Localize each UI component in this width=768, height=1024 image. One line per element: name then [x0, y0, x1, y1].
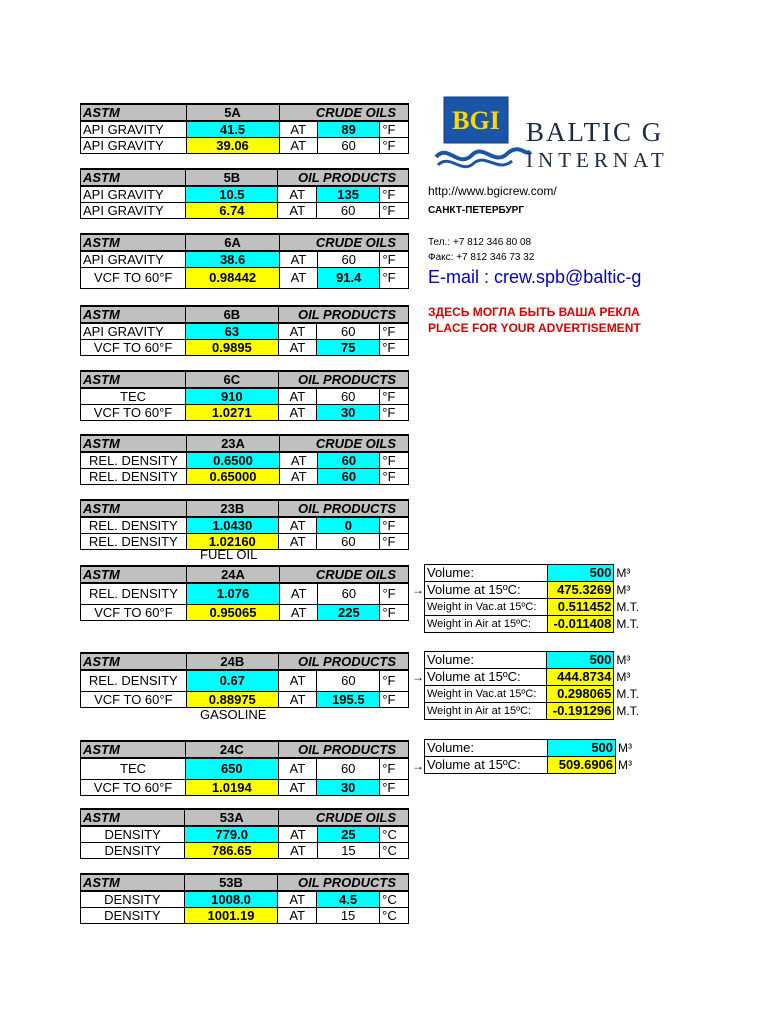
weight-air-label: Weight in Air at 15ºC: — [425, 616, 548, 633]
at-label: AT — [279, 826, 317, 843]
table-24b — [80, 652, 409, 708]
arrow-right-icon: → — [412, 583, 424, 597]
table-code: 5A — [186, 104, 279, 121]
at-label: AT — [278, 186, 317, 203]
row-label: TEC — [81, 388, 186, 405]
result-value: 786.65 — [185, 843, 279, 859]
row-label: API GRAVITY — [81, 203, 186, 219]
unit-m3: M³ — [618, 758, 633, 772]
input-value[interactable]: 63 — [186, 323, 278, 340]
input-value[interactable]: 779.0 — [185, 826, 279, 843]
ref-temp: 60 — [317, 534, 380, 550]
at-label: AT — [279, 121, 317, 138]
table-code: 23B — [186, 500, 278, 517]
weight-vac-value: 0.298065 — [547, 686, 614, 703]
table-type: CRUDE OILS — [279, 234, 408, 251]
unit-label: °F — [380, 138, 409, 154]
volume-15c-value: 444.8734 — [547, 669, 614, 686]
astm-label: ASTM — [81, 809, 185, 826]
city-label: САНКТ-ПЕТЕРБУРГ — [428, 205, 525, 216]
unit-label: °F — [380, 452, 409, 469]
row-label: VCF TO 60°F — [81, 405, 186, 421]
table-code: 24A — [186, 566, 279, 583]
at-label: AT — [280, 469, 318, 485]
ref-temp: 15 — [316, 908, 379, 924]
at-label: AT — [278, 340, 317, 356]
astm-label: ASTM — [81, 741, 186, 758]
result-value: 6.74 — [186, 203, 278, 219]
unit-label: °F — [380, 251, 409, 268]
unit-label: °F — [380, 469, 409, 485]
unit-mt: M.T. — [616, 600, 639, 614]
astm-label: ASTM — [81, 104, 187, 121]
weight-vac-value: 0.511452 — [547, 599, 614, 616]
table-6c — [80, 370, 409, 421]
ref-temp: 60 — [318, 251, 380, 268]
unit-mt: M.T. — [616, 617, 639, 631]
table-code: 23A — [186, 435, 279, 452]
at-label: AT — [280, 452, 318, 469]
result-value: 1.02160 — [186, 534, 278, 550]
note-fuel-oil: FUEL OIL — [200, 547, 258, 562]
ref-temp: 15 — [317, 843, 380, 859]
row-label: REL. DENSITY — [81, 583, 187, 605]
weight-air-label: Weight in Air at 15ºC: — [425, 703, 547, 720]
volume-table-24a — [424, 564, 642, 633]
at-label: AT — [278, 323, 317, 340]
volume-input[interactable]: 500 — [548, 740, 616, 757]
advert-ru: ЗДЕСЬ МОГЛА БЫТЬ ВАША РЕКЛА — [428, 305, 640, 319]
ref-temp: 60 — [317, 758, 380, 780]
fax-label: Факс: +7 812 346 73 32 — [428, 252, 535, 263]
unit-m3: M³ — [616, 583, 631, 597]
input-temp[interactable]: 30 — [317, 405, 380, 421]
logo-line-2: INTERNAT — [526, 148, 669, 172]
input-temp[interactable]: 135 — [316, 186, 379, 203]
input-value[interactable]: 38.6 — [186, 251, 280, 268]
table-53a — [80, 808, 409, 859]
at-label: AT — [278, 388, 317, 405]
table-code: 53B — [184, 874, 278, 891]
table-24c — [80, 740, 409, 796]
at-label: AT — [279, 251, 317, 268]
row-label: API GRAVITY — [81, 323, 186, 340]
table-type: OIL PRODUCTS — [278, 741, 408, 758]
unit-label: °F — [380, 340, 409, 356]
table-type: CRUDE OILS — [280, 435, 409, 452]
table-6a — [80, 233, 409, 289]
astm-label: ASTM — [81, 371, 186, 388]
at-label: AT — [278, 534, 317, 550]
result-value: 1.0271 — [186, 405, 279, 421]
result-value: 1.0194 — [186, 780, 279, 796]
row-label: API GRAVITY — [81, 121, 187, 138]
row-label: DENSITY — [81, 891, 185, 908]
unit-m3: M³ — [616, 653, 631, 667]
unit-mt: M.T. — [616, 704, 639, 718]
volume-label: Volume: — [425, 740, 548, 757]
at-label: AT — [279, 268, 317, 289]
table-code: 5B — [186, 169, 278, 186]
table-23b — [80, 499, 409, 550]
input-temp[interactable]: 0 — [317, 517, 380, 534]
unit-mt: M.T. — [616, 687, 639, 701]
unit-m3: M³ — [618, 741, 633, 755]
input-value[interactable]: 41.5 — [186, 121, 279, 138]
unit-label: °C — [380, 843, 409, 859]
row-label: REL. DENSITY — [81, 670, 187, 692]
astm-label: ASTM — [81, 653, 187, 670]
row-label: VCF TO 60°F — [81, 605, 187, 621]
row-label: DENSITY — [81, 908, 185, 924]
table-type: OIL PRODUCTS — [278, 169, 409, 186]
at-label: AT — [279, 843, 317, 859]
result-value: 0.9895 — [186, 340, 278, 356]
weight-vac-label: Weight in Vac.at 15ºC: — [425, 599, 548, 616]
ref-temp: 60 — [317, 138, 379, 154]
table-type: OIL PRODUCTS — [278, 874, 409, 891]
at-label: AT — [278, 405, 317, 421]
row-label: REL. DENSITY — [81, 534, 187, 550]
volume-table-24b — [424, 651, 642, 720]
volume-15c-value: 509.6906 — [548, 757, 616, 774]
input-temp[interactable]: 91.4 — [318, 268, 380, 289]
bgi-logo-graphic — [434, 95, 768, 175]
row-label: REL. DENSITY — [81, 469, 187, 485]
input-temp[interactable]: 4.5 — [316, 891, 379, 908]
arrow-right-icon: → — [412, 759, 424, 773]
unit-label: °F — [380, 203, 409, 219]
ref-temp: 60 — [317, 388, 380, 405]
input-temp[interactable]: 195.5 — [317, 692, 380, 708]
result-value: 0.88975 — [186, 692, 278, 708]
table-type: CRUDE OILS — [279, 104, 409, 121]
unit-label: °F — [380, 780, 409, 796]
input-value[interactable]: 1.0430 — [186, 517, 278, 534]
unit-label: °F — [380, 670, 409, 692]
result-value: 1001.19 — [184, 908, 278, 924]
unit-label: °F — [380, 186, 409, 203]
table-24a — [80, 565, 409, 621]
unit-label: °C — [380, 891, 409, 908]
table-code: 6A — [186, 234, 280, 251]
input-value[interactable]: 0.67 — [186, 670, 278, 692]
at-label: AT — [278, 670, 316, 692]
table-type: CRUDE OILS — [280, 566, 409, 583]
unit-label: °F — [380, 121, 409, 138]
at-label: AT — [278, 517, 317, 534]
table-type: CRUDE OILS — [279, 809, 409, 826]
at-label: AT — [278, 758, 317, 780]
bgi-logo — [434, 95, 768, 175]
result-value: 0.95065 — [186, 605, 279, 621]
input-value[interactable]: 10.5 — [186, 186, 278, 203]
unit-label: °F — [380, 534, 409, 550]
row-label: TEC — [81, 758, 186, 780]
row-label: VCF TO 60°F — [81, 268, 186, 289]
table-5a — [80, 103, 409, 154]
email-link[interactable]: E-mail : crew.spb@baltic-g — [428, 267, 642, 287]
result-value: 39.06 — [186, 138, 279, 154]
astm-label: ASTM — [81, 234, 186, 251]
table-6b — [80, 305, 409, 356]
volume-15c-label: Volume at 15ºC: — [425, 582, 548, 599]
table-type: OIL PRODUCTS — [278, 306, 408, 323]
unit-m3: M³ — [616, 670, 631, 684]
row-label: VCF TO 60°F — [81, 692, 187, 708]
input-temp[interactable]: 225 — [318, 605, 380, 621]
table-type: OIL PRODUCTS — [278, 653, 408, 670]
unit-label: °F — [380, 323, 409, 340]
logo-line-1: BALTIC G — [526, 117, 664, 147]
at-label: AT — [280, 583, 318, 605]
table-type: OIL PRODUCTS — [278, 500, 408, 517]
input-temp[interactable]: 75 — [317, 340, 380, 356]
input-temp[interactable]: 30 — [317, 780, 380, 796]
volume-table-24c — [424, 739, 642, 774]
advert-en: PLACE FOR YOUR ADVERTISEMENT — [428, 321, 641, 335]
astm-label: ASTM — [81, 306, 186, 323]
unit-label: °F — [380, 405, 409, 421]
input-temp[interactable]: 60 — [318, 452, 380, 469]
row-label: DENSITY — [81, 826, 185, 843]
row-label: REL. DENSITY — [81, 452, 187, 469]
row-label: VCF TO 60°F — [81, 780, 186, 796]
row-label: VCF TO 60°F — [81, 340, 186, 356]
astm-label: ASTM — [81, 169, 186, 186]
row-label: API GRAVITY — [81, 138, 187, 154]
result-value: 0.65000 — [186, 469, 279, 485]
table-type: OIL PRODUCTS — [278, 371, 408, 388]
volume-label: Volume: — [425, 652, 547, 669]
astm-label: ASTM — [81, 566, 187, 583]
at-label: AT — [280, 605, 318, 621]
unit-m3: M³ — [616, 566, 631, 580]
weight-air-value: -0.011408 — [547, 616, 614, 633]
input-temp[interactable]: 89 — [317, 121, 379, 138]
unit-label: °F — [380, 517, 409, 534]
ref-temp: 60 — [318, 583, 380, 605]
unit-label: °C — [380, 826, 409, 843]
volume-label: Volume: — [425, 565, 548, 582]
row-label: DENSITY — [81, 843, 185, 859]
table-5b — [80, 168, 409, 219]
at-label: AT — [278, 692, 316, 708]
unit-label: °C — [380, 908, 409, 924]
table-code: 24B — [186, 653, 278, 670]
input-value[interactable]: 910 — [186, 388, 279, 405]
ref-temp: 60 — [317, 670, 380, 692]
ref-temp: 60 — [317, 323, 380, 340]
at-label: AT — [278, 891, 317, 908]
table-53b — [80, 873, 409, 924]
input-temp[interactable]: 25 — [317, 826, 380, 843]
unit-label: °F — [380, 758, 409, 780]
at-label: AT — [278, 780, 317, 796]
note-gasoline: GASOLINE — [200, 707, 267, 722]
unit-label: °F — [380, 692, 409, 708]
unit-label: °F — [380, 605, 409, 621]
volume-15c-label: Volume at 15ºC: — [425, 757, 548, 774]
weight-air-value: -0.191296 — [547, 703, 614, 720]
input-value[interactable]: 650 — [186, 758, 279, 780]
row-label: API GRAVITY — [81, 186, 186, 203]
phone-label: Тел.: +7 812 346 80 08 — [428, 237, 532, 248]
website-url[interactable]: http://www.bgicrew.com/ — [428, 184, 557, 198]
logo-badge-text: BGI — [452, 106, 500, 135]
weight-vac-label: Weight in Vac.at 15ºC: — [425, 686, 547, 703]
input-value[interactable]: 1.076 — [186, 583, 279, 605]
unit-label: °F — [380, 388, 409, 405]
at-label: AT — [278, 908, 317, 924]
input-value[interactable]: 1008.0 — [184, 891, 278, 908]
arrow-right-icon: → — [412, 670, 424, 684]
volume-input[interactable]: 500 — [547, 565, 614, 582]
volume-input[interactable]: 500 — [547, 652, 614, 669]
volume-15c-label: Volume at 15ºC: — [425, 669, 547, 686]
astm-label: ASTM — [81, 874, 185, 891]
table-code: 24C — [186, 741, 279, 758]
table-code: 6B — [186, 306, 278, 323]
row-label: API GRAVITY — [81, 251, 186, 268]
table-code: 53A — [185, 809, 279, 826]
table-23a — [80, 434, 409, 485]
unit-label: °F — [380, 583, 409, 605]
row-label: REL. DENSITY — [81, 517, 187, 534]
astm-label: ASTM — [81, 500, 187, 517]
ref-temp: 60 — [318, 469, 380, 485]
ref-temp: 60 — [316, 203, 379, 219]
input-value[interactable]: 0.6500 — [186, 452, 279, 469]
at-label: AT — [279, 138, 317, 154]
unit-label: °F — [380, 268, 409, 289]
table-code: 6C — [186, 371, 279, 388]
result-value: 0.98442 — [186, 268, 280, 289]
astm-label: ASTM — [81, 435, 187, 452]
at-label: AT — [278, 203, 317, 219]
volume-15c-value: 475.3269 — [547, 582, 614, 599]
